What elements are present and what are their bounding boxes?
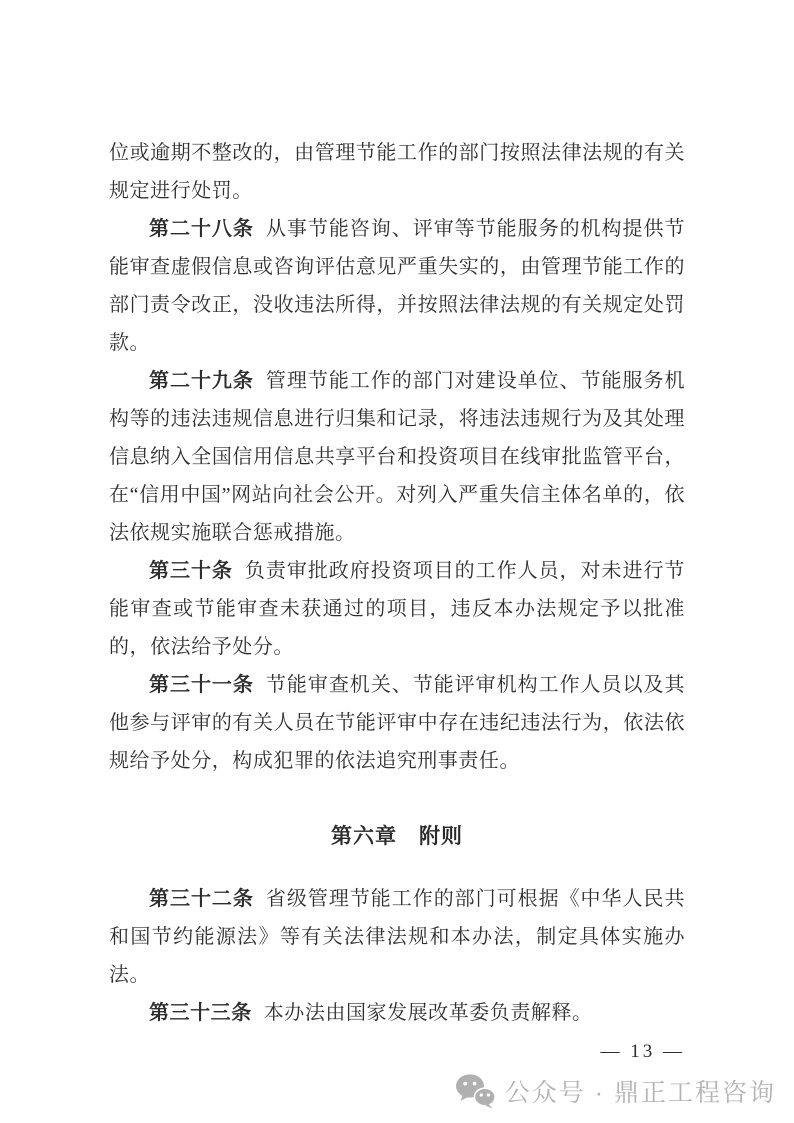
paragraph-article-28 — [109, 210, 685, 362]
article-number: 第三十三条 — [149, 1002, 252, 1024]
document-content — [109, 134, 685, 1064]
article-number: 第三十一条 — [149, 674, 254, 696]
paragraph-article-30 — [109, 552, 685, 666]
article-number: 第二十八条 — [149, 218, 254, 240]
page-number: — 13 — — [600, 1041, 685, 1062]
wechat-icon — [455, 1073, 496, 1109]
paragraph-text: 省级管理节能工作的部门可根据《中华人民共和国节约能源法》等有关法律法规和本办法，制定具体实施办法。 — [109, 888, 686, 986]
paragraph-article-32 — [109, 880, 685, 994]
paragraph-text: 从事节能咨询、评审等节能服务的机构提供节能审查虚假信息或咨询评估意见严重失实的，由管理节能工作的部门责令改正，没收违法所得，并按照法律法规的有关规定处罚款。 — [109, 218, 686, 354]
paragraph-text: 负责审批政府投资项目的工作人员，对未进行节能审查或节能审查未获通过的项目，违反本办法规定予以批准的，依法给予处分。 — [109, 560, 685, 658]
paragraph-text: 本办法由国家发展改革委负责解释。 — [263, 1002, 593, 1024]
paragraph-article-31 — [109, 666, 685, 780]
paragraph-article-33 — [109, 994, 685, 1032]
paragraph-continuation — [109, 134, 685, 210]
watermark-label: 公众号 · 鼎正工程咨询 — [504, 1079, 776, 1107]
paragraph-article-29 — [109, 362, 685, 552]
chapter-heading: 第六章 附则 — [331, 825, 463, 848]
paragraph-text: 管理节能工作的部门对建设单位、节能服务机构等的违法违规信息进行归集和记录，将违法违规行为及其处理信息纳入全国信用信息共享平台和投资项目在线审批监管平台，在“信用中国”网站向社会公开。对列入严重失信主体名单的，依法依规实施联合惩戒措施。 — [109, 370, 686, 544]
article-number: 第三十二条 — [149, 888, 254, 910]
wechat-watermark — [455, 1073, 776, 1109]
article-number: 第二十九条 — [149, 370, 254, 392]
paragraph-text: 位或逾期不整改的，由管理节能工作的部门按照法律法规的有关规定进行处罚。 — [109, 142, 685, 202]
article-number: 第三十条 — [149, 560, 233, 582]
paragraph-text: 节能审查机关、节能评审机构工作人员以及其他参与评审的有关人员在节能评审中存在违纪违法行为，依法依规给予处分，构成犯罪的依法追究刑事责任。 — [109, 674, 686, 772]
